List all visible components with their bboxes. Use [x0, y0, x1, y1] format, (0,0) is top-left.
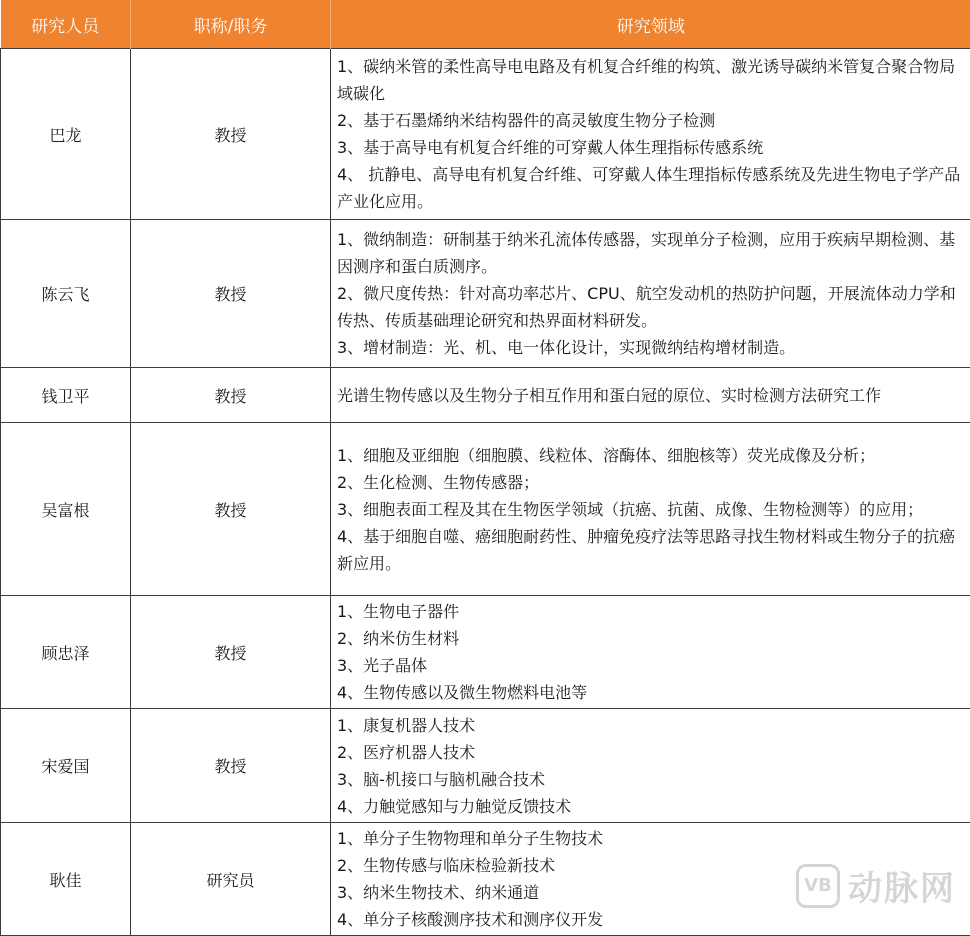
table-body	[1, 49, 970, 936]
researcher-title: 教授	[131, 709, 331, 823]
research-field-item: 4、力触觉感知与力触觉反馈技术	[337, 793, 964, 820]
research-field	[331, 220, 970, 368]
research-field-item: 2、微尺度传热：针对高功率芯片、CPU、航空发动机的热防护问题，开展流体动力学和传热、传质基础理论研究和热界面材料研发。	[337, 280, 964, 334]
research-field-item: 2、生物传感与临床检验新技术	[337, 852, 964, 879]
research-field	[331, 49, 970, 220]
watermark	[796, 861, 956, 910]
researcher-title: 教授	[131, 423, 331, 596]
research-field-item: 4、 抗静电、高导电有机复合纤维、可穿戴人体生理指标传感系统及先进生物电子学产品产业化应用。	[337, 161, 964, 215]
research-field	[331, 423, 970, 596]
table-row	[1, 709, 970, 823]
research-field-item: 2、生化检测、生物传感器；	[337, 469, 964, 496]
header-researcher: 研究人员	[1, 0, 131, 49]
research-field-item: 2、基于石墨烯纳米结构器件的高灵敏度生物分子检测	[337, 107, 964, 134]
research-field-item: 1、碳纳米管的柔性高导电电路及有机复合纤维的构筑、激光诱导碳纳米管复合聚合物局域碳化	[337, 53, 964, 107]
research-field-item: 3、光子晶体	[337, 652, 964, 679]
research-field-item: 3、纳米生物技术、纳米通道	[337, 879, 964, 906]
research-field-item: 4、生物传感以及微生物燃料电池等	[337, 679, 964, 706]
header-field: 研究领域	[331, 0, 970, 49]
researcher-name: 顾忠泽	[1, 596, 131, 709]
research-field-item: 4、单分子核酸测序技术和测序仪开发	[337, 906, 964, 933]
research-field-item: 2、纳米仿生材料	[337, 625, 964, 652]
research-field-item: 1、细胞及亚细胞（细胞膜、线粒体、溶酶体、细胞核等）荧光成像及分析；	[337, 442, 964, 469]
research-field-item: 3、基于高导电有机复合纤维的可穿戴人体生理指标传感系统	[337, 134, 964, 161]
researcher-name: 巴龙	[1, 49, 131, 220]
researcher-title: 教授	[131, 220, 331, 368]
watermark-text: 动脉网	[848, 861, 956, 910]
research-field-item: 3、细胞表面工程及其在生物医学领域（抗癌、抗菌、成像、生物检测等）的应用；	[337, 496, 964, 523]
research-field-item: 光谱生物传感以及生物分子相互作用和蛋白冠的原位、实时检测方法研究工作	[337, 382, 964, 409]
header-row	[1, 0, 970, 49]
research-field-item: 4、基于细胞自噬、癌细胞耐药性、肿瘤免疫疗法等思路寻找生物材料或生物分子的抗癌新应用。	[337, 523, 964, 577]
research-field-item: 2、医疗机器人技术	[337, 739, 964, 766]
watermark-logo-icon: VB	[796, 864, 840, 908]
header-title: 职称/职务	[131, 0, 331, 49]
researcher-name: 宋爱国	[1, 709, 131, 823]
table-row	[1, 220, 970, 368]
research-field	[331, 709, 970, 823]
researcher-name: 陈云飞	[1, 220, 131, 368]
researcher-name: 钱卫平	[1, 368, 131, 423]
research-field-item: 1、康复机器人技术	[337, 712, 964, 739]
table-row	[1, 423, 970, 596]
research-field-item: 1、生物电子器件	[337, 598, 964, 625]
researcher-name: 吴富根	[1, 423, 131, 596]
research-field-item: 1、微纳制造：研制基于纳米孔流体传感器，实现单分子检测，应用于疾病早期检测、基因测序和蛋白质测序。	[337, 226, 964, 280]
research-field	[331, 368, 970, 423]
researcher-title: 教授	[131, 596, 331, 709]
table-row	[1, 49, 970, 220]
research-field-item: 3、增材制造：光、机、电一体化设计，实现微纳结构增材制造。	[337, 334, 964, 361]
table-row	[1, 596, 970, 709]
researcher-title: 教授	[131, 49, 331, 220]
research-field-item: 3、脑-机接口与脑机融合技术	[337, 766, 964, 793]
researcher-title: 教授	[131, 368, 331, 423]
researcher-name: 耿佳	[1, 823, 131, 936]
researcher-title: 研究员	[131, 823, 331, 936]
research-field-item: 1、单分子生物物理和单分子生物技术	[337, 825, 964, 852]
table-row	[1, 368, 970, 423]
research-field	[331, 596, 970, 709]
